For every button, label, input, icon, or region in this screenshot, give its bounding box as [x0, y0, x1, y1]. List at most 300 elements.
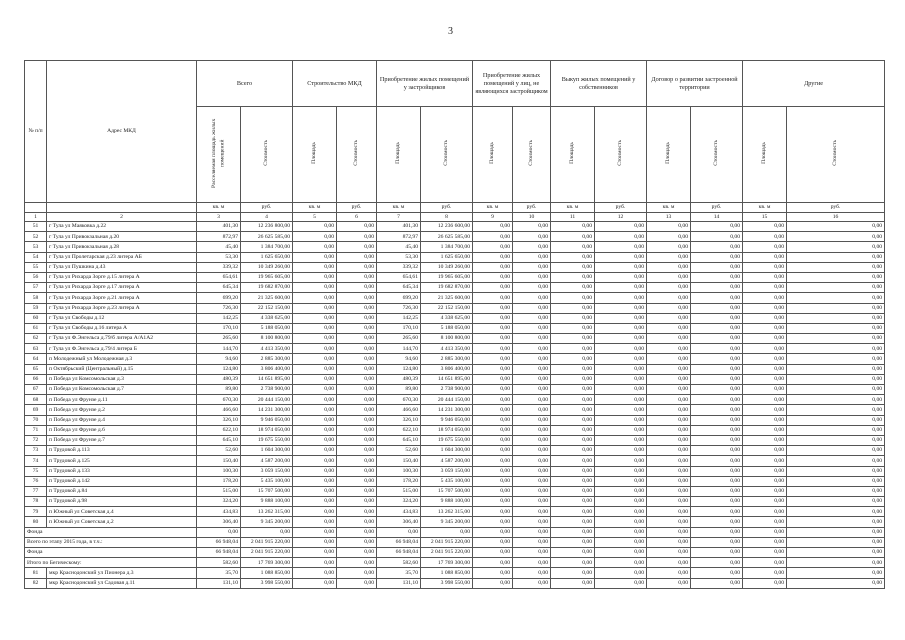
build-area: 0,00	[293, 466, 337, 476]
row-address: п Трудовой д.125	[47, 456, 197, 466]
zero-value: 0,00	[691, 364, 743, 374]
zero-value: 0,00	[595, 242, 647, 252]
table-row	[25, 293, 885, 303]
table-row	[25, 405, 885, 415]
total-area: 872,97	[197, 232, 241, 242]
row-address: мкр Краснодонский ул Пионера д.3	[47, 568, 197, 578]
row-address: г Тула ул Маяковка д.22	[47, 222, 197, 232]
zero-value: 0,00	[595, 303, 647, 313]
zero-value: 0,00	[743, 222, 787, 232]
build-cost: 0,00	[337, 252, 377, 262]
zero-value: 0,00	[787, 558, 885, 568]
zero-value: 0,00	[647, 527, 691, 537]
zero-value: 0,00	[595, 334, 647, 344]
purchase-area: 622,10	[377, 425, 421, 435]
row-number: 70	[25, 415, 47, 425]
total-area: 53,30	[197, 252, 241, 262]
zero-value: 0,00	[473, 527, 513, 537]
zero-value: 0,00	[743, 497, 787, 507]
zero-value: 0,00	[551, 374, 595, 384]
row-address: п Победа ул Комсомольская д.3	[47, 374, 197, 384]
header-group: Строительство МКД	[293, 61, 377, 107]
total-cost: 13 262 315,00	[241, 507, 293, 517]
zero-value: 0,00	[647, 568, 691, 578]
zero-value: 0,00	[787, 527, 885, 537]
row-number: 71	[25, 425, 47, 435]
total-cost: 26 625 585,00	[241, 232, 293, 242]
zero-value: 0,00	[691, 222, 743, 232]
row-number: 80	[25, 517, 47, 527]
zero-value: 0,00	[743, 456, 787, 466]
table-row	[25, 425, 885, 435]
zero-value: 0,00	[743, 354, 787, 364]
build-cost: 0,00	[337, 466, 377, 476]
zero-value: 0,00	[787, 456, 885, 466]
purchase-area: 265,60	[377, 334, 421, 344]
table-row	[25, 568, 885, 578]
zero-value: 0,00	[691, 497, 743, 507]
unit-cell: кв. м	[197, 203, 241, 213]
zero-value: 0,00	[691, 313, 743, 323]
column-number: 7	[377, 212, 421, 222]
total-area: 35,70	[197, 568, 241, 578]
total-cost: 1 384 700,00	[241, 242, 293, 252]
build-area: 0,00	[293, 262, 337, 272]
build-area: 0,00	[293, 476, 337, 486]
zero-value: 0,00	[551, 242, 595, 252]
total-cost: 14 231 300,00	[241, 405, 293, 415]
zero-value: 0,00	[787, 242, 885, 252]
build-area: 0,00	[293, 548, 337, 558]
zero-value: 0,00	[743, 517, 787, 527]
zero-value: 0,00	[647, 446, 691, 456]
build-cost: 0,00	[337, 425, 377, 435]
zero-value: 0,00	[551, 537, 595, 547]
zero-value: 0,00	[743, 313, 787, 323]
row-address: п Трудовой д.98	[47, 497, 197, 507]
total-cost: 5 188 050,00	[241, 323, 293, 333]
build-area: 0,00	[293, 232, 337, 242]
zero-value: 0,00	[743, 435, 787, 445]
total-cost: 1 088 850,00	[241, 568, 293, 578]
purchase-area: 434,83	[377, 507, 421, 517]
unit-cell: кв. м	[473, 203, 513, 213]
zero-value: 0,00	[743, 558, 787, 568]
build-area: 0,00	[293, 222, 337, 232]
build-area: 0,00	[293, 415, 337, 425]
zero-value: 0,00	[647, 425, 691, 435]
zero-value: 0,00	[473, 446, 513, 456]
purchase-area: 66 948,04	[377, 548, 421, 558]
table-row	[25, 517, 885, 527]
zero-value: 0,00	[473, 507, 513, 517]
table-row	[25, 252, 885, 262]
purchase-cost: 13 262 315,00	[421, 507, 473, 517]
purchase-area: 142,25	[377, 313, 421, 323]
build-area: 0,00	[293, 293, 337, 303]
row-number: 59	[25, 303, 47, 313]
zero-value: 0,00	[647, 497, 691, 507]
zero-value: 0,00	[743, 578, 787, 588]
build-area: 0,00	[293, 507, 337, 517]
zero-value: 0,00	[691, 374, 743, 384]
build-area: 0,00	[293, 537, 337, 547]
zero-value: 0,00	[691, 578, 743, 588]
total-area: 45,40	[197, 242, 241, 252]
zero-value: 0,00	[595, 323, 647, 333]
zero-value: 0,00	[647, 548, 691, 558]
row-address: п Победа ул Фрунзе д.11	[47, 395, 197, 405]
purchase-cost: 3 998 550,00	[421, 578, 473, 588]
total-area: 326,10	[197, 415, 241, 425]
zero-value: 0,00	[551, 456, 595, 466]
zero-value: 0,00	[551, 272, 595, 282]
zero-value: 0,00	[691, 425, 743, 435]
zero-value: 0,00	[595, 497, 647, 507]
zero-value: 0,00	[513, 272, 551, 282]
zero-value: 0,00	[551, 558, 595, 568]
zero-value: 0,00	[691, 232, 743, 242]
zero-value: 0,00	[787, 395, 885, 405]
zero-value: 0,00	[513, 385, 551, 395]
total-area: 339,32	[197, 262, 241, 272]
zero-value: 0,00	[647, 476, 691, 486]
table-row	[25, 222, 885, 232]
zero-value: 0,00	[551, 364, 595, 374]
row-address: п Трудовой д.133	[47, 466, 197, 476]
row-number: 60	[25, 313, 47, 323]
unit-cell	[47, 203, 197, 213]
total-area: 401,30	[197, 222, 241, 232]
zero-value: 0,00	[743, 548, 787, 558]
zero-value: 0,00	[551, 466, 595, 476]
build-cost: 0,00	[337, 232, 377, 242]
build-area: 0,00	[293, 568, 337, 578]
zero-value: 0,00	[691, 527, 743, 537]
zero-value: 0,00	[787, 262, 885, 272]
purchase-cost: 21 325 600,00	[421, 293, 473, 303]
zero-value: 0,00	[513, 517, 551, 527]
zero-value: 0,00	[595, 507, 647, 517]
total-area: 131,10	[197, 578, 241, 588]
unit-cell: кв. м	[647, 203, 691, 213]
zero-value: 0,00	[647, 466, 691, 476]
row-number: 76	[25, 476, 47, 486]
build-area: 0,00	[293, 527, 337, 537]
build-cost: 0,00	[337, 537, 377, 547]
zero-value: 0,00	[595, 558, 647, 568]
row-number: 51	[25, 222, 47, 232]
column-number: 15	[743, 212, 787, 222]
unit-cell: руб.	[691, 203, 743, 213]
header-group: Договор о развитии застроенной территории	[647, 61, 743, 107]
build-area: 0,00	[293, 486, 337, 496]
zero-value: 0,00	[691, 262, 743, 272]
purchase-cost: 1 384 700,00	[421, 242, 473, 252]
build-area: 0,00	[293, 405, 337, 415]
zero-value: 0,00	[647, 578, 691, 588]
row-address: п Победа ул Фрунзе д.2	[47, 405, 197, 415]
zero-value: 0,00	[595, 537, 647, 547]
total-area: 645,34	[197, 283, 241, 293]
total-cost: 22 152 150,00	[241, 303, 293, 313]
zero-value: 0,00	[691, 283, 743, 293]
unit-cell: кв. м	[377, 203, 421, 213]
zero-value: 0,00	[473, 497, 513, 507]
zero-value: 0,00	[513, 425, 551, 435]
row-address: п Южный ул Советская д.2	[47, 517, 197, 527]
zero-value: 0,00	[787, 435, 885, 445]
row-number: 61	[25, 323, 47, 333]
purchase-area: 582,60	[377, 558, 421, 568]
build-cost: 0,00	[337, 354, 377, 364]
zero-value: 0,00	[787, 385, 885, 395]
purchase-area: 326,10	[377, 415, 421, 425]
purchase-area: 726,30	[377, 303, 421, 313]
row-number: 78	[25, 497, 47, 507]
zero-value: 0,00	[647, 364, 691, 374]
zero-value: 0,00	[787, 323, 885, 333]
zero-value: 0,00	[743, 385, 787, 395]
table-row	[25, 435, 885, 445]
total-cost: 1 604 300,00	[241, 446, 293, 456]
total-cost: 0,00	[241, 527, 293, 537]
table-row	[25, 313, 885, 323]
purchase-cost: 8 100 800,00	[421, 334, 473, 344]
column-number: 8	[421, 212, 473, 222]
zero-value: 0,00	[551, 344, 595, 354]
zero-value: 0,00	[787, 507, 885, 517]
total-area: 324,20	[197, 497, 241, 507]
row-number: 65	[25, 364, 47, 374]
row-address: п Победа ул Фрунзе д.6	[47, 425, 197, 435]
unit-cell: руб.	[421, 203, 473, 213]
table-row	[25, 578, 885, 588]
zero-value: 0,00	[743, 323, 787, 333]
purchase-cost: 4 338 625,00	[421, 313, 473, 323]
table-row	[25, 446, 885, 456]
purchase-cost: 3 059 150,00	[421, 466, 473, 476]
zero-value: 0,00	[691, 517, 743, 527]
row-address: г Тула ул Рихарда Зорге д.23 литера А	[47, 303, 197, 313]
zero-value: 0,00	[743, 537, 787, 547]
subheader: Стоимость	[353, 139, 360, 166]
zero-value: 0,00	[743, 232, 787, 242]
column-number: 10	[513, 212, 551, 222]
zero-value: 0,00	[513, 578, 551, 588]
purchase-area: 45,40	[377, 242, 421, 252]
column-number: 9	[473, 212, 513, 222]
table-row	[25, 323, 885, 333]
purchase-area: 0,00	[377, 527, 421, 537]
zero-value: 0,00	[551, 527, 595, 537]
build-area: 0,00	[293, 344, 337, 354]
row-address: г Тула ул Привокзальная д.28	[47, 242, 197, 252]
zero-value: 0,00	[473, 303, 513, 313]
build-cost: 0,00	[337, 435, 377, 445]
zero-value: 0,00	[551, 293, 595, 303]
purchase-cost: 26 625 585,00	[421, 232, 473, 242]
zero-value: 0,00	[473, 537, 513, 547]
zero-value: 0,00	[513, 507, 551, 517]
zero-value: 0,00	[787, 272, 885, 282]
build-cost: 0,00	[337, 405, 377, 415]
zero-value: 0,00	[691, 558, 743, 568]
build-area: 0,00	[293, 364, 337, 374]
zero-value: 0,00	[743, 425, 787, 435]
total-area: 515,00	[197, 486, 241, 496]
zero-value: 0,00	[647, 262, 691, 272]
row-address: п Победа ул Комсомольская д.7	[47, 385, 197, 395]
purchase-cost: 18 974 050,00	[421, 425, 473, 435]
total-area: 178,20	[197, 476, 241, 486]
zero-value: 0,00	[513, 323, 551, 333]
zero-value: 0,00	[551, 283, 595, 293]
build-area: 0,00	[293, 242, 337, 252]
zero-value: 0,00	[787, 548, 885, 558]
total-row	[25, 548, 885, 558]
zero-value: 0,00	[513, 456, 551, 466]
purchase-cost: 0,00	[421, 527, 473, 537]
table-row	[25, 385, 885, 395]
zero-value: 0,00	[595, 272, 647, 282]
page-number: 3	[448, 26, 453, 37]
purchase-cost: 9 345 200,00	[421, 517, 473, 527]
zero-value: 0,00	[513, 435, 551, 445]
zero-value: 0,00	[513, 313, 551, 323]
unit-cell: кв. м	[551, 203, 595, 213]
zero-value: 0,00	[647, 283, 691, 293]
zero-value: 0,00	[743, 262, 787, 272]
subheader: Стоимость	[443, 139, 450, 166]
zero-value: 0,00	[743, 252, 787, 262]
column-number: 14	[691, 212, 743, 222]
zero-value: 0,00	[595, 364, 647, 374]
zero-value: 0,00	[473, 517, 513, 527]
row-number: 74	[25, 456, 47, 466]
zero-value: 0,00	[647, 313, 691, 323]
table-row	[25, 486, 885, 496]
zero-value: 0,00	[691, 405, 743, 415]
column-number: 11	[551, 212, 595, 222]
table-row	[25, 497, 885, 507]
purchase-cost: 4 413 350,00	[421, 344, 473, 354]
subheader: Площадь	[761, 141, 768, 164]
row-address: п Трудовой д.84	[47, 486, 197, 496]
purchase-cost: 20 444 150,00	[421, 395, 473, 405]
zero-value: 0,00	[513, 568, 551, 578]
zero-value: 0,00	[647, 395, 691, 405]
zero-value: 0,00	[743, 242, 787, 252]
zero-value: 0,00	[743, 446, 787, 456]
purchase-area: 170,10	[377, 323, 421, 333]
zero-value: 0,00	[595, 527, 647, 537]
unit-cell: руб.	[595, 203, 647, 213]
zero-value: 0,00	[513, 395, 551, 405]
zero-value: 0,00	[513, 558, 551, 568]
zero-value: 0,00	[743, 344, 787, 354]
zero-value: 0,00	[787, 354, 885, 364]
zero-value: 0,00	[787, 405, 885, 415]
zero-value: 0,00	[787, 486, 885, 496]
total-area: 306,40	[197, 517, 241, 527]
row-number: 69	[25, 405, 47, 415]
zero-value: 0,00	[513, 466, 551, 476]
column-number: 13	[647, 212, 691, 222]
zero-value: 0,00	[551, 517, 595, 527]
row-number: 73	[25, 446, 47, 456]
row-address: г Тула ул Рихарда Зорге д.15 литера А	[47, 272, 197, 282]
row-number: 64	[25, 354, 47, 364]
zero-value: 0,00	[473, 283, 513, 293]
build-area: 0,00	[293, 272, 337, 282]
zero-value: 0,00	[551, 323, 595, 333]
zero-value: 0,00	[513, 293, 551, 303]
purchase-area: 150,40	[377, 456, 421, 466]
subheader: Стоимость	[617, 139, 624, 166]
zero-value: 0,00	[595, 374, 647, 384]
zero-value: 0,00	[595, 578, 647, 588]
zero-value: 0,00	[473, 456, 513, 466]
zero-value: 0,00	[595, 425, 647, 435]
zero-value: 0,00	[551, 507, 595, 517]
build-cost: 0,00	[337, 486, 377, 496]
total-area: 52,60	[197, 446, 241, 456]
build-cost: 0,00	[337, 527, 377, 537]
row-address: п Октябрьский (Центральный) д.15	[47, 364, 197, 374]
subheader: Стоимость	[832, 139, 839, 166]
subheader: Площадь	[569, 141, 576, 164]
zero-value: 0,00	[647, 252, 691, 262]
total-cost: 19 965 605,00	[241, 272, 293, 282]
table-row	[25, 507, 885, 517]
table-row	[25, 303, 885, 313]
purchase-area: 466,60	[377, 405, 421, 415]
zero-value: 0,00	[691, 334, 743, 344]
total-label: Итого по Бегическому:	[25, 558, 197, 568]
purchase-area: 124,80	[377, 364, 421, 374]
subheader: Расселяемая площадь жилых помещений	[211, 118, 226, 188]
total-area: 94,60	[197, 354, 241, 364]
build-cost: 0,00	[337, 558, 377, 568]
build-cost: 0,00	[337, 303, 377, 313]
build-area: 0,00	[293, 334, 337, 344]
build-area: 0,00	[293, 252, 337, 262]
row-number: 79	[25, 507, 47, 517]
zero-value: 0,00	[691, 466, 743, 476]
zero-value: 0,00	[787, 497, 885, 507]
table-row	[25, 272, 885, 282]
zero-value: 0,00	[691, 252, 743, 262]
total-cost: 9 345 200,00	[241, 517, 293, 527]
zero-value: 0,00	[551, 313, 595, 323]
purchase-area: 699,20	[377, 293, 421, 303]
header-group: Приобретение жилых помещений у лиц, не являющихся застройщиком	[473, 61, 551, 107]
zero-value: 0,00	[551, 395, 595, 405]
zero-value: 0,00	[647, 486, 691, 496]
build-area: 0,00	[293, 435, 337, 445]
purchase-cost: 4 587 200,00	[421, 456, 473, 466]
zero-value: 0,00	[595, 568, 647, 578]
zero-value: 0,00	[473, 232, 513, 242]
zero-value: 0,00	[473, 486, 513, 496]
zero-value: 0,00	[595, 262, 647, 272]
build-area: 0,00	[293, 374, 337, 384]
row-address: п Молодежный ул Молодежная д.3	[47, 354, 197, 364]
zero-value: 0,00	[787, 537, 885, 547]
total-cost: 9 888 100,00	[241, 497, 293, 507]
total-cost: 15 707 500,00	[241, 486, 293, 496]
